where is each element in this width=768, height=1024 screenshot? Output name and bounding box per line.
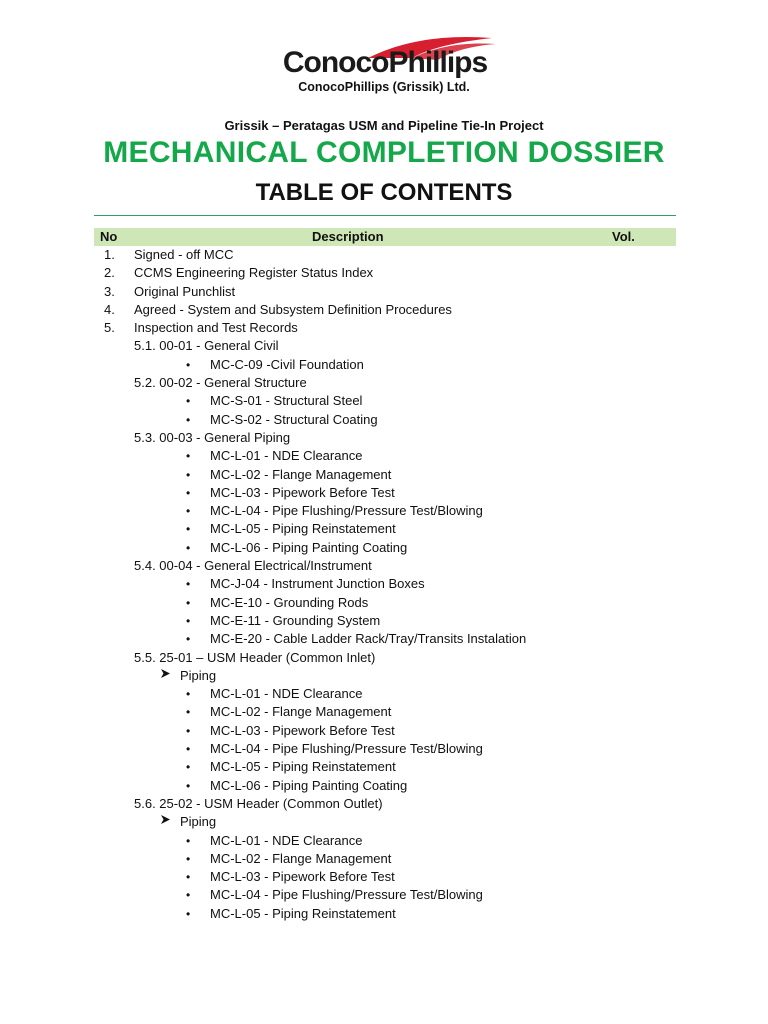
bullet-item: MC-L-01 - NDE Clearance (210, 448, 363, 464)
bullet-item: MC-J-04 - Instrument Junction Boxes (210, 576, 425, 592)
column-header-vol: Vol. (612, 229, 635, 244)
bullet-item: MC-L-03 - Pipework Before Test (210, 869, 395, 885)
bullet-icon: • (186, 449, 191, 464)
company-logo (270, 36, 500, 82)
bullet-item: MC-E-20 - Cable Ladder Rack/Tray/Transits Instalation (210, 631, 527, 647)
contents-list (0, 246, 768, 923)
bullet-icon: • (186, 504, 191, 519)
arrow-bullet-icon (160, 667, 171, 685)
bullet-icon: • (186, 357, 191, 372)
table-row (0, 356, 768, 374)
bullet-item: MC-L-01 - NDE Clearance (210, 832, 363, 848)
bullet-icon: • (186, 760, 191, 775)
bullet-icon: • (186, 778, 191, 793)
column-header-description: Description (312, 229, 384, 244)
bullet-icon: • (186, 485, 191, 500)
row-number: 1. (104, 247, 115, 262)
bullet-icon: • (186, 394, 191, 409)
table-row (0, 630, 768, 648)
table-row (0, 411, 768, 429)
section-heading: 5.3. 00-03 - General Piping (134, 429, 291, 445)
section-heading: 5.2. 00-02 - General Structure (134, 375, 307, 391)
table-row (0, 466, 768, 484)
bullet-icon: • (186, 467, 191, 482)
project-name: Grissik – Peratagas USM and Pipeline Tie-In Project (224, 118, 544, 133)
bullet-icon: • (186, 705, 191, 720)
table-row (0, 685, 768, 703)
column-header-no: No (100, 229, 118, 244)
row-description: Original Punchlist (134, 283, 236, 299)
table-row (0, 447, 768, 465)
arrow-bullet-icon (160, 813, 171, 831)
document-subtitle: TABLE OF CONTENTS (255, 179, 513, 206)
bullet-item: MC-L-04 - Pipe Flushing/Pressure Test/Blowing (210, 741, 483, 757)
table-row (0, 301, 768, 319)
bullet-icon: • (186, 851, 191, 866)
row-description: Signed - off MCC (134, 247, 234, 262)
bullet-icon: • (186, 888, 191, 903)
bullet-icon: • (186, 540, 191, 555)
table-row (0, 886, 768, 904)
table-row (0, 246, 768, 264)
subsection-item: Piping (180, 667, 217, 683)
bullet-item: MC-E-11 - Grounding System (210, 612, 381, 628)
bullet-icon: • (186, 577, 191, 592)
table-row (0, 337, 768, 355)
section-heading: 5.5. 25-01 – USM Header (Common Inlet) (134, 649, 376, 665)
logo-wordmark: ConocoPhillips (282, 46, 488, 79)
table-row (0, 557, 768, 575)
table-row (0, 283, 768, 301)
table-row (0, 758, 768, 776)
row-number: 5. (104, 320, 115, 336)
table-row (0, 575, 768, 593)
table-row (0, 429, 768, 447)
row-description: Inspection and Test Records (134, 320, 298, 336)
subsection-item: Piping (180, 814, 217, 830)
row-number: 2. (104, 265, 115, 281)
bullet-icon: • (186, 687, 191, 702)
table-row (0, 667, 768, 685)
section-heading: 5.1. 00-01 - General Civil (134, 338, 279, 354)
bullet-item: MC-L-01 - NDE Clearance (210, 686, 363, 702)
bullet-item: MC-C-09 -Civil Foundation (210, 356, 364, 372)
bullet-item: MC-L-02 - Flange Management (210, 704, 392, 720)
table-row (0, 484, 768, 502)
bullet-item: MC-L-05 - Piping Reinstatement (210, 905, 396, 921)
table-row (0, 777, 768, 795)
table-row (0, 520, 768, 538)
table-row (0, 795, 768, 813)
bullet-item: MC-L-02 - Flange Management (210, 850, 392, 866)
table-header (94, 228, 676, 246)
bullet-icon: • (186, 870, 191, 885)
bullet-item: MC-L-04 - Pipe Flushing/Pressure Test/Blowing (210, 887, 483, 903)
bullet-icon: • (186, 906, 191, 921)
row-description: Agreed - System and Subsystem Definition Procedures (134, 301, 452, 317)
table-row (0, 374, 768, 392)
bullet-icon: • (186, 595, 191, 610)
bullet-item: MC-S-02 - Structural Coating (210, 411, 378, 427)
title-divider (94, 215, 676, 216)
table-row (0, 319, 768, 337)
bullet-icon: • (186, 632, 191, 647)
bullet-icon: • (186, 522, 191, 537)
section-heading: 5.6. 25-02 - USM Header (Common Outlet) (134, 795, 383, 811)
table-row (0, 740, 768, 758)
document-title: MECHANICAL COMPLETION DOSSIER (103, 136, 665, 169)
table-row (0, 502, 768, 520)
table-row (0, 539, 768, 557)
table-row (0, 850, 768, 868)
bullet-item: MC-L-05 - Piping Reinstatement (210, 521, 396, 537)
table-row (0, 264, 768, 282)
bullet-item: MC-L-05 - Piping Reinstatement (210, 759, 396, 775)
bullet-icon: • (186, 613, 191, 628)
table-row (0, 905, 768, 923)
table-row (0, 612, 768, 630)
section-heading: 5.4. 00-04 - General Electrical/Instrument (134, 558, 372, 574)
bullet-item: MC-E-10 - Grounding Rods (210, 594, 369, 610)
bullet-item: MC-L-02 - Flange Management (210, 466, 392, 482)
bullet-icon: • (186, 742, 191, 757)
bullet-item: MC-L-03 - Pipework Before Test (210, 484, 395, 500)
table-row (0, 703, 768, 721)
table-row (0, 868, 768, 886)
company-name: ConocoPhillips (Grissik) Ltd. (298, 80, 470, 94)
bullet-icon: • (186, 412, 191, 427)
row-number: 4. (104, 301, 115, 317)
table-row (0, 722, 768, 740)
table-row (0, 813, 768, 831)
bullet-item: MC-S-01 - Structural Steel (210, 393, 363, 409)
table-row (0, 649, 768, 667)
row-description: CCMS Engineering Register Status Index (134, 265, 374, 281)
bullet-item: MC-L-04 - Pipe Flushing/Pressure Test/Blowing (210, 503, 483, 519)
bullet-icon: • (186, 833, 191, 848)
bullet-icon: • (186, 723, 191, 738)
table-row (0, 392, 768, 410)
row-number: 3. (104, 283, 115, 299)
table-row (0, 594, 768, 612)
bullet-item: MC-L-06 - Piping Painting Coating (210, 777, 408, 793)
bullet-item: MC-L-03 - Pipework Before Test (210, 722, 395, 738)
bullet-item: MC-L-06 - Piping Painting Coating (210, 539, 408, 555)
table-row (0, 832, 768, 850)
